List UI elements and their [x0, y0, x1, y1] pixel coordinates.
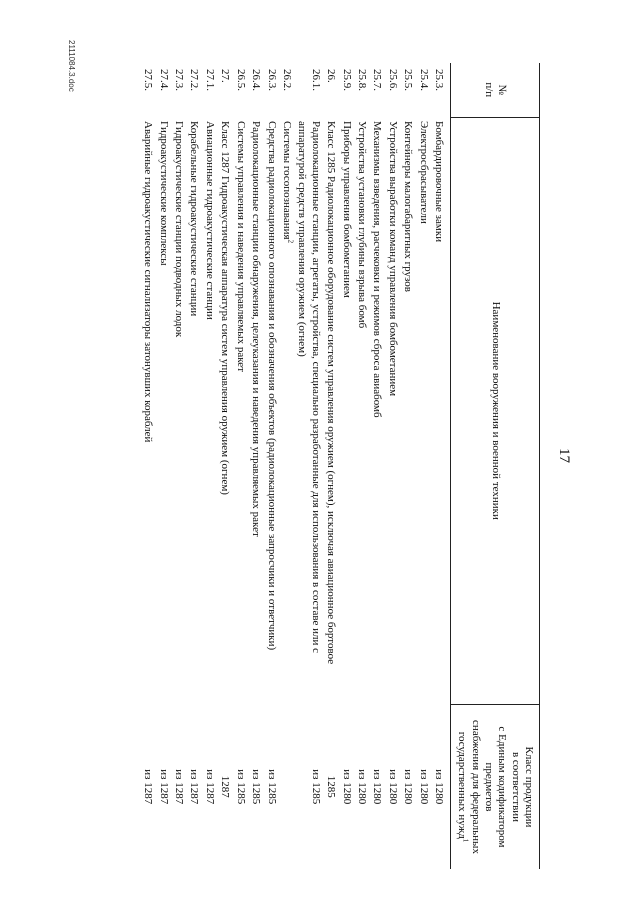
row-number-text: 27.5.	[142, 69, 155, 91]
row-number-text: 26.	[325, 69, 338, 83]
table-row	[202, 63, 217, 869]
row-name	[202, 117, 217, 705]
table-row	[354, 63, 369, 869]
header-class-footnote: 1	[461, 838, 470, 843]
header-name	[451, 117, 540, 705]
table-row	[171, 63, 186, 869]
row-class	[415, 705, 430, 870]
row-number-text: 25.6.	[386, 69, 399, 91]
row-class-text: из 1287	[203, 769, 216, 805]
row-number	[171, 63, 186, 117]
row-name	[369, 117, 384, 705]
row-number-text: 25.3.	[433, 69, 445, 91]
header-number	[451, 63, 540, 117]
row-name-text: Класс 1287 Гидроакустическая аппаратура систем управления оружием (огнем)	[219, 121, 232, 495]
row-number-text: 25.7.	[371, 69, 384, 91]
row-class	[248, 705, 263, 870]
row-number	[400, 63, 415, 117]
row-number	[415, 63, 430, 117]
row-class-text: из 1280	[433, 769, 445, 805]
table-row	[232, 63, 247, 869]
row-number	[140, 63, 155, 117]
row-class	[431, 705, 451, 870]
row-class-text: 1285	[325, 775, 338, 798]
row-number-text: 27.4.	[157, 69, 170, 91]
row-name	[263, 117, 278, 705]
table-row	[384, 63, 399, 869]
row-number	[155, 63, 170, 117]
row-name	[384, 117, 399, 705]
row-name	[217, 117, 232, 705]
row-number	[369, 63, 384, 117]
header-class-text: Класс продукции в соответствии с Единым кодификатором предметов снабжения для федеральных государственных нужд	[456, 720, 536, 854]
row-class-text: из 1287	[173, 769, 186, 805]
row-number-text: 27.	[219, 69, 232, 83]
row-class-text: из 1287	[188, 769, 201, 805]
row-footnote: 2	[286, 239, 295, 244]
row-name	[323, 117, 338, 705]
row-class-text: из 1285	[265, 769, 278, 805]
row-name	[431, 117, 451, 705]
row-name-text: Аварийные гидроакустические сигнализаторы затонувших кораблей	[142, 121, 155, 443]
row-number	[294, 63, 323, 117]
page-number: 17	[556, 448, 572, 463]
row-class-text: из 1285	[250, 769, 263, 805]
row-class-text: из 1285	[309, 769, 322, 805]
row-class-text: из 1280	[340, 769, 353, 805]
row-number	[354, 63, 369, 117]
header-name-text: Наименование вооружения и военной техники	[489, 301, 502, 520]
row-number	[263, 63, 278, 117]
table-row	[155, 63, 170, 869]
row-name	[400, 117, 415, 705]
row-class-text: из 1285	[234, 769, 247, 805]
table-row	[400, 63, 415, 869]
row-name	[354, 117, 369, 705]
row-class-text: из 1280	[386, 769, 399, 805]
row-name-text: Гидроакустические станции подводных лодок	[173, 121, 186, 338]
row-name-text: Класс 1285 Радиолокационное оборудование систем управления оружием (огнем), исключая авиационное бортовое	[325, 121, 338, 665]
header-class	[451, 705, 540, 870]
row-name-text: Корабельные гидроакустические станции	[188, 121, 201, 317]
row-name-text: Электросбрасыватели	[417, 121, 430, 224]
table-row	[217, 63, 232, 869]
row-name-text: Механизмы взведения, расчековки и режимов сброса авиабомб	[371, 121, 384, 418]
row-class	[338, 705, 353, 870]
table-row	[279, 63, 294, 869]
row-number	[279, 63, 294, 117]
row-number-text: 25.8.	[355, 69, 368, 91]
weapons-class-table	[140, 63, 540, 869]
row-class	[369, 705, 384, 870]
row-class	[384, 705, 399, 870]
row-name	[186, 117, 201, 705]
row-name	[232, 117, 247, 705]
table-row	[323, 63, 338, 869]
row-number	[202, 63, 217, 117]
row-name-text: Системы управления и наведения управляемых ракет	[234, 121, 247, 372]
row-class	[263, 705, 278, 870]
row-name-text: Контейнеры малогабаритных грузов	[402, 121, 415, 292]
row-number-text: 26.2.	[280, 69, 293, 91]
row-class	[400, 705, 415, 870]
row-class	[294, 705, 323, 870]
row-class	[217, 705, 232, 870]
header-number-text: № п/п	[483, 82, 509, 98]
row-class	[323, 705, 338, 870]
row-name-text: Радиолокационные станции обнаружения, целеуказания и наведения управляемых ракет	[250, 121, 263, 537]
row-number-text: 25.9.	[340, 69, 353, 91]
row-number-text: 27.2.	[188, 69, 201, 91]
table-row	[369, 63, 384, 869]
row-number-text: 27.3.	[173, 69, 186, 91]
row-class-text: из 1287	[142, 769, 155, 805]
row-name	[171, 117, 186, 705]
row-class	[202, 705, 217, 870]
row-number-text: 26.4.	[250, 69, 263, 91]
table-row	[186, 63, 201, 869]
table-row	[338, 63, 353, 869]
row-class	[155, 705, 170, 870]
table-row	[294, 63, 323, 869]
row-number	[217, 63, 232, 117]
row-number	[338, 63, 353, 117]
row-number	[248, 63, 263, 117]
row-name-text: Авиационные гидроакустические станции	[203, 121, 216, 320]
table-row	[415, 63, 430, 869]
row-number-text: 27.1.	[203, 69, 216, 91]
row-name-text: Радиолокационные станции, агрегаты, устройства, специально разработанные для использования в составе или с аппаратурой средств управления оружием (огнем)	[296, 121, 322, 654]
row-name	[140, 117, 155, 705]
row-class-text: из 1280	[371, 769, 384, 805]
table-row	[263, 63, 278, 869]
row-name-text: Устройства установки глубины взрыва бомб	[355, 121, 368, 329]
row-class-text: из 1280	[402, 769, 415, 805]
row-name	[155, 117, 170, 705]
row-class	[232, 705, 247, 870]
row-class-text: из 1280	[355, 769, 368, 805]
row-class	[354, 705, 369, 870]
row-number	[323, 63, 338, 117]
row-number	[431, 63, 451, 117]
row-name-text: Приборы управления бомбометанием	[340, 121, 353, 298]
row-number-text: 26.3.	[265, 69, 278, 91]
row-name	[294, 117, 323, 705]
file-footer: 2111084.3.doc	[67, 40, 76, 92]
row-name-text: Гидроакустические комплексы	[157, 121, 170, 266]
row-name-text: Системы госопознавания	[280, 121, 293, 240]
row-number	[186, 63, 201, 117]
table-row	[140, 63, 155, 869]
row-number	[384, 63, 399, 117]
row-name	[248, 117, 263, 705]
table-row	[248, 63, 263, 869]
row-number	[232, 63, 247, 117]
row-class	[279, 705, 294, 870]
row-class	[171, 705, 186, 870]
row-number-text: 25.4.	[417, 69, 430, 91]
row-class-text: из 1287	[157, 769, 170, 805]
row-name-text: Средства радиолокационного опознавания и обозначения объектов (радиолокационные запросчики и ответчики)	[265, 121, 278, 651]
row-name	[338, 117, 353, 705]
row-name	[415, 117, 430, 705]
table-body	[140, 63, 451, 869]
row-number-text: 25.5.	[402, 69, 415, 91]
row-class-text: из 1280	[417, 769, 430, 805]
row-number-text: 26.1.	[309, 69, 322, 91]
row-class-text: 1287	[219, 775, 232, 798]
row-class	[140, 705, 155, 870]
table-header-row	[451, 63, 540, 869]
table-row	[431, 63, 451, 869]
row-name-text: Устройства выработки команд управления бомбометанием	[386, 121, 399, 397]
row-number-text: 26.5.	[234, 69, 247, 91]
row-class	[186, 705, 201, 870]
rotated-page	[60, 38, 580, 873]
row-name	[279, 117, 294, 705]
row-name-text: Бомбардировочные замки	[433, 121, 445, 243]
